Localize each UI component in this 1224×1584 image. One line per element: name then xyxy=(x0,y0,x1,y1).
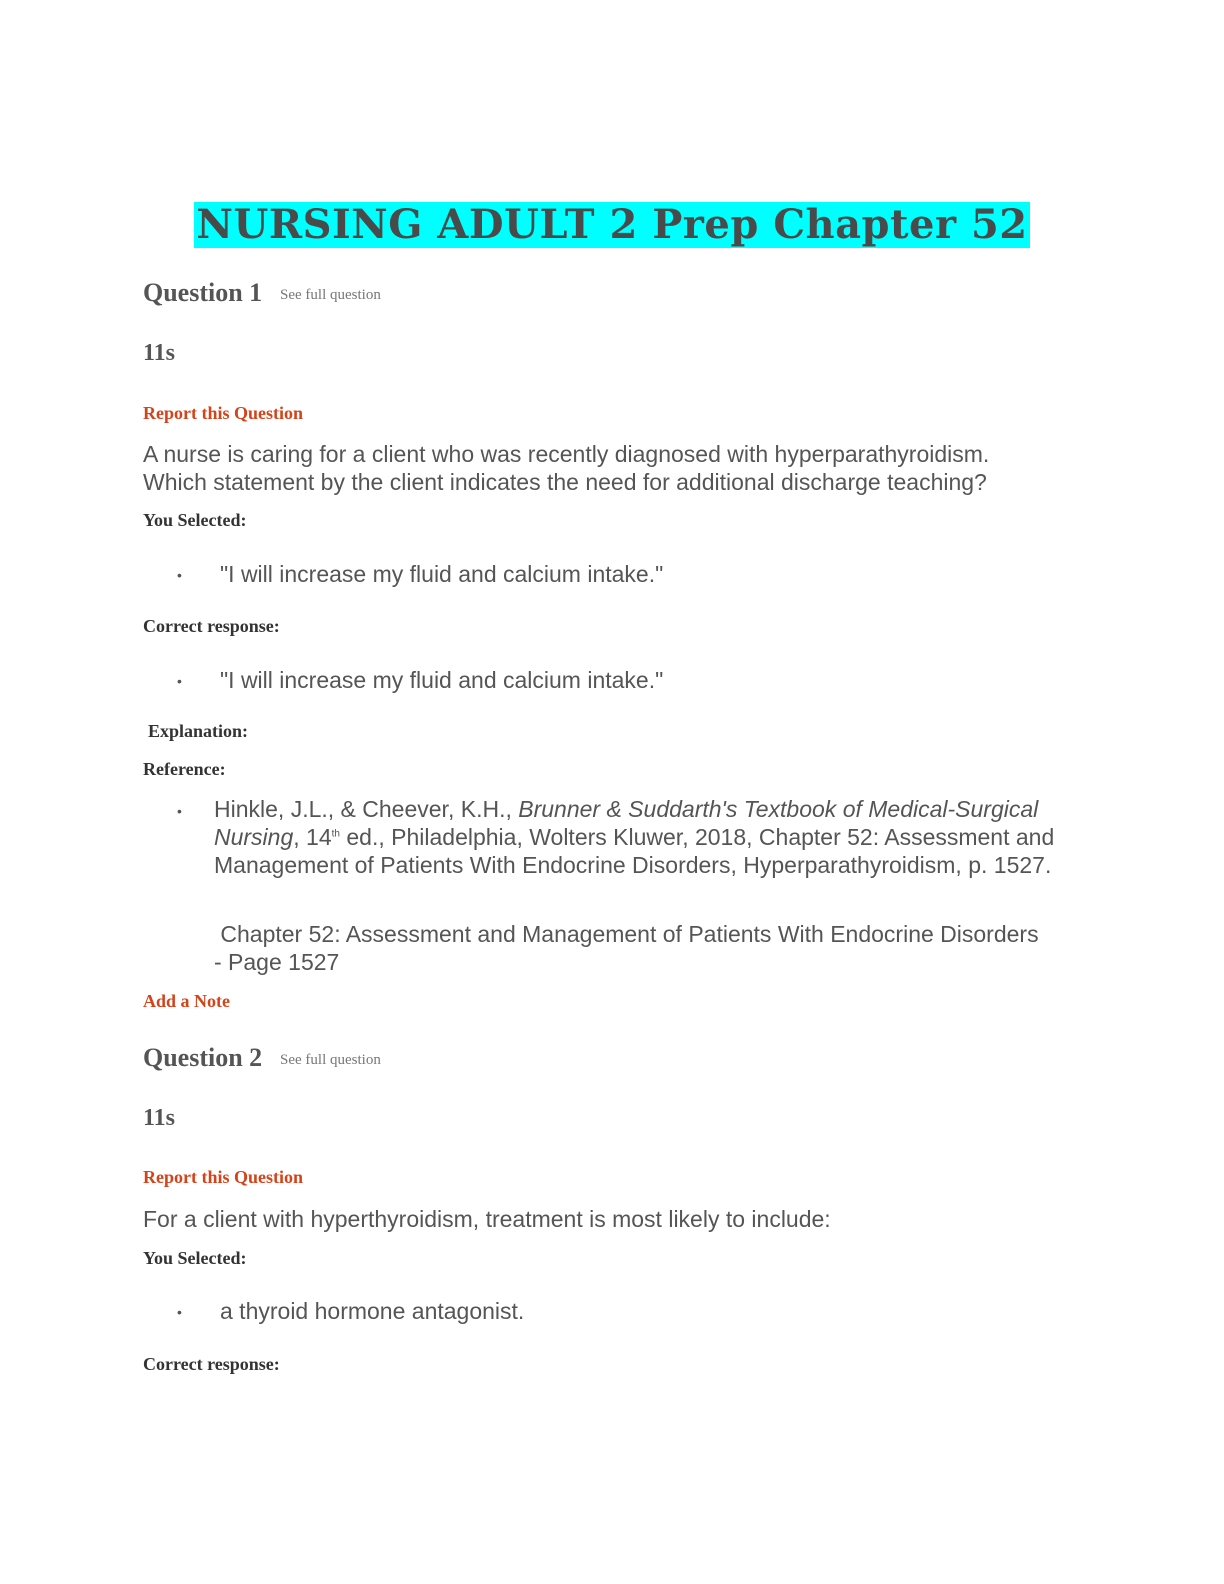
reference-chapter-line2: - Page 1527 xyxy=(214,949,340,975)
question-2-see-full-link[interactable]: See full question xyxy=(280,1052,381,1068)
question-1-reference-chapter xyxy=(214,920,1039,976)
question-2-heading: Question 2 xyxy=(143,1043,263,1072)
question-2-you-selected-label: You Selected: xyxy=(143,1248,247,1268)
question-1-add-note-link[interactable]: Add a Note xyxy=(143,991,231,1011)
bullet-icon: • xyxy=(177,567,182,583)
question-1-you-selected-answer: "I will increase my fluid and calcium intake." xyxy=(220,561,664,587)
reference-book-title: Brunner & Suddarth's Textbook of Medical-Surgical Nursing xyxy=(214,796,1039,850)
bullet-icon: • xyxy=(177,673,182,689)
question-2-prompt: For a client with hyperthyroidism, treatment is most likely to include: xyxy=(143,1206,831,1232)
question-1-see-full-link[interactable]: See full question xyxy=(280,287,381,303)
question-1-time: 11s xyxy=(143,340,176,366)
question-1-correct-label: Correct response: xyxy=(143,616,280,636)
reference-chapter-line1: Chapter 52: Assessment and Management of Patients With Endocrine Disorders xyxy=(214,921,1039,947)
question-1-you-selected-label: You Selected: xyxy=(143,510,247,530)
title-container xyxy=(0,202,1224,248)
question-1-reference-citation xyxy=(214,795,1086,879)
question-1-prompt-line2: Which statement by the client indicates the need for additional discharge teaching? xyxy=(143,469,987,495)
question-2-report-link[interactable]: Report this Question xyxy=(143,1167,304,1187)
question-1-correct-answer: "I will increase my fluid and calcium intake." xyxy=(220,667,664,693)
question-1-prompt xyxy=(143,440,989,496)
page-title: NURSING ADULT 2 Prep Chapter 52 xyxy=(196,201,1028,248)
question-2-time: 11s xyxy=(143,1105,176,1131)
reference-details: ed., Philadelphia, Wolters Kluwer, 2018, Chapter 52: Assessment and Management of Patients With Endocrine Disorders, Hyperparathyroidism, p. 1527. xyxy=(214,824,1055,878)
reference-authors: Hinkle, J.L., & Cheever, K.H., xyxy=(214,796,519,822)
bullet-icon: • xyxy=(177,803,182,819)
question-1-explanation-label: Explanation: xyxy=(148,721,249,741)
question-1-prompt-line1: A nurse is caring for a client who was recently diagnosed with hyperparathyroidism. xyxy=(143,441,990,467)
reference-edition-suffix: th xyxy=(331,828,340,840)
question-1-reference-label: Reference: xyxy=(143,759,226,779)
question-1-heading: Question 1 xyxy=(143,278,263,307)
bullet-icon: • xyxy=(177,1304,182,1320)
question-2-correct-label: Correct response: xyxy=(143,1354,280,1374)
question-2-you-selected-answer: a thyroid hormone antagonist. xyxy=(220,1298,525,1324)
reference-edition: , 14 xyxy=(293,824,332,850)
question-1-report-link[interactable]: Report this Question xyxy=(143,403,304,423)
